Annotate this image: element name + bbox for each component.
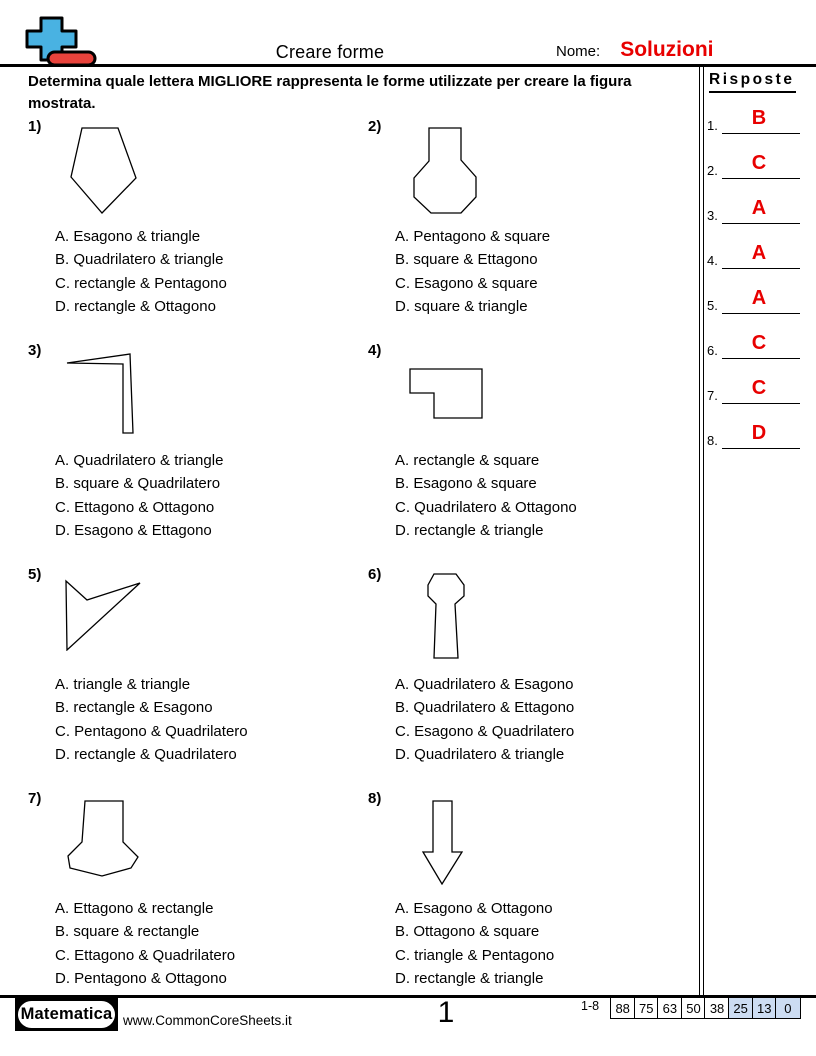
answer-option: B. Quadrilatero & triangle [55,251,224,269]
answer-option: D. Esagono & Ettagono [55,522,212,540]
answer-blank-line [722,133,800,134]
problem-block [28,566,360,790]
problem-block [28,342,360,566]
answer-option: C. triangle & Pentagono [395,946,555,964]
answer-blank-line [722,358,800,359]
answer-option: C. Quadrilatero & Ottagono [395,498,577,516]
answer-option: A. rectangle & square [395,452,540,469]
answer-option: D. rectangle & Quadrilatero [55,746,237,764]
answer-item [704,142,806,187]
problem-shape-down-arrow [422,800,463,885]
answer-blank-line [722,313,800,314]
answer-option: A. Quadrilatero & Esagono [395,676,574,693]
problem-shape-l-shape [409,368,483,419]
answer-letter: C [751,152,767,174]
answers-sidebar [703,64,816,997]
grading-cell: 38 [704,997,729,1019]
answer-option: D. Pentagono & Ottagono [55,970,227,988]
shape-outline [428,574,464,658]
answer-number: 7. [707,388,718,403]
name-label: Nome: [556,43,601,60]
problem-number: 4) [368,342,382,359]
answer-option: C. Ettagono & Quadrilatero [55,946,236,964]
options-list [55,449,223,543]
answer-option: D. rectangle & Ottagono [55,298,216,316]
subject-badge [15,998,118,1031]
answer-item [704,232,806,277]
answer-option: A. Ettagono & rectangle [55,900,214,917]
answer-letter: A [751,197,767,219]
answer-option: B. square & Quadrilatero [55,475,221,493]
problem-shape-bottle-square-hexagon [413,127,477,215]
answer-option: B. Esagono & square [395,475,537,493]
options-list [395,673,574,767]
grading-cell: 88 [610,997,635,1019]
answer-letter: D [751,422,767,444]
answer-item [704,412,806,457]
shape-outline [66,581,140,650]
problem-shape-bell [67,800,139,877]
answer-number: 5. [707,298,718,313]
answer-option: D. Quadrilatero & triangle [395,746,565,764]
problem-shape-keyhole [426,573,466,659]
answer-option: B. Ottagono & square [395,923,540,941]
header-divider [0,64,816,67]
problem-number: 7) [28,790,42,807]
problem-number: 6) [368,566,382,583]
answer-blank-line [722,403,800,404]
website-text: www.CommonCoreSheets.it [123,1013,292,1028]
grading-cell: 0 [775,997,800,1019]
answer-item [704,97,806,142]
answer-option: B. square & Ettagono [395,251,538,269]
answer-option: A. Esagono & triangle [55,228,201,245]
answer-option: A. Esagono & Ottagono [395,900,553,917]
shape-outline [414,128,476,213]
problem-block [368,566,700,790]
answer-item [704,187,806,232]
options-list [395,225,550,319]
name-solutions-value: Soluzioni [620,38,714,61]
answers-title: Risposte [709,71,796,93]
page-title: Creare forme [275,42,385,62]
grading-table [610,997,801,1019]
answer-option: B. rectangle & Esagono [55,699,213,717]
answer-item [704,322,806,367]
grading-cell: 13 [752,997,777,1019]
shape-outline [71,128,136,213]
answer-option: C. Esagono & Quadrilatero [395,722,575,740]
problem-number: 3) [28,342,42,359]
problem-block [28,790,360,1014]
answer-letter: A [751,242,767,264]
answer-option: C. rectangle & Pentagono [55,274,227,292]
instructions-text: Determina quale lettera MIGLIORE rappresenta le forme utilizzate per creare la figura mostrata. [28,73,632,112]
problem-number: 1) [28,118,42,135]
answer-number: 2. [707,163,718,178]
answer-blank-line [722,268,800,269]
answer-blank-line [722,223,800,224]
name-row [556,38,714,62]
problem-block [368,118,700,342]
answer-number: 8. [707,433,718,448]
problem-shape-wedge-and-bar [65,353,135,434]
grading-cell: 63 [657,997,682,1019]
answer-number: 3. [707,208,718,223]
options-list [55,225,227,319]
answer-option: C. Ettagono & Ottagono [55,498,215,516]
answer-option: A. triangle & triangle [55,676,191,693]
problem-block [368,790,700,1014]
answer-letter: C [751,377,767,399]
subject-badge-label: Matematica [20,1005,113,1023]
shape-outline [68,801,138,876]
problem-block [368,342,700,566]
answer-option: D. rectangle & triangle [395,970,544,988]
grading-cell: 25 [728,997,753,1019]
page-number: 1 [437,996,455,1029]
score-range-label: 1-8 [581,999,600,1013]
options-list [55,673,248,767]
problem-number: 2) [368,118,382,135]
shape-outline [423,801,462,884]
options-list [55,897,235,991]
answer-letter: A [751,287,767,309]
problem-block [28,118,360,342]
answer-option: C. Esagono & square [395,274,538,292]
problem-shape-dart-arrowhead [65,579,141,651]
problem-number: 8) [368,790,382,807]
answer-option: B. square & rectangle [55,923,200,941]
answer-item [704,367,806,412]
answer-option: C. Pentagono & Quadrilatero [55,722,248,740]
problem-number: 5) [28,566,42,583]
answer-letter: C [751,332,767,354]
grading-cell: 50 [681,997,706,1019]
answer-option: D. square & triangle [395,298,528,316]
grading-cell: 75 [634,997,659,1019]
shape-outline [67,354,133,433]
answer-item [704,277,806,322]
shape-outline [410,369,482,418]
problem-shape-pentagon-house [70,127,140,215]
answer-option: A. Pentagono & square [395,228,551,245]
answer-blank-line [722,448,800,449]
answer-letter: B [751,107,767,129]
options-list [395,897,554,991]
answer-option: B. Quadrilatero & Ettagono [395,699,575,717]
subject-badge-pill [18,1001,115,1028]
answer-number: 1. [707,118,718,133]
answer-option: D. rectangle & triangle [395,522,544,540]
answer-option: A. Quadrilatero & triangle [55,452,224,469]
answer-number: 4. [707,253,718,268]
answer-blank-line [722,178,800,179]
options-list [395,449,577,543]
answer-number: 6. [707,343,718,358]
